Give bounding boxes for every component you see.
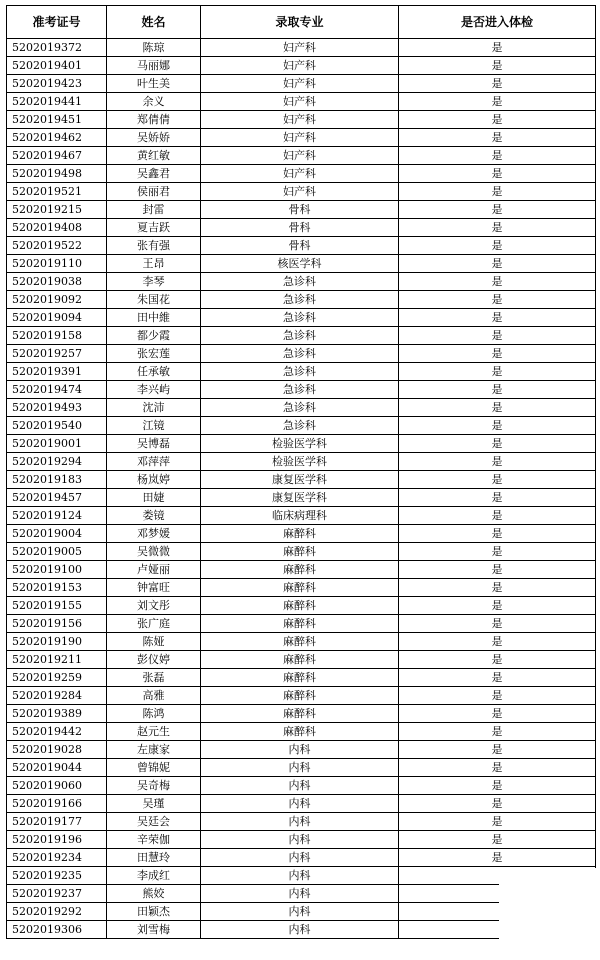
cell-name: 吴奇梅 — [107, 777, 201, 795]
cell-exam-id: 5202019284 — [7, 687, 107, 705]
cell-major: 急诊科 — [201, 327, 399, 345]
header-major: 录取专业 — [201, 6, 399, 39]
cell-physical-exam: 是 — [399, 309, 596, 327]
cell-major: 麻醉科 — [201, 723, 399, 741]
cell-major: 妇产科 — [201, 183, 399, 201]
cell-physical-exam: 是 — [399, 507, 596, 525]
cell-major: 内科 — [201, 795, 399, 813]
cell-physical-exam: 是 — [399, 471, 596, 489]
cell-name: 张磊 — [107, 669, 201, 687]
table-row — [7, 39, 596, 57]
cell-name: 钟富旺 — [107, 579, 201, 597]
cell-physical-exam: 是 — [399, 633, 596, 651]
cell-exam-id: 5202019177 — [7, 813, 107, 831]
cell-physical-exam: 是 — [399, 741, 596, 759]
cell-exam-id: 5202019110 — [7, 255, 107, 273]
cell-physical-exam: 是 — [399, 273, 596, 291]
cell-major: 骨科 — [201, 219, 399, 237]
cell-major: 急诊科 — [201, 345, 399, 363]
cell-major: 急诊科 — [201, 291, 399, 309]
cell-name: 田慧玲 — [107, 849, 201, 867]
cell-major: 检验医学科 — [201, 453, 399, 471]
cell-physical-exam: 是 — [399, 651, 596, 669]
cell-major: 麻醉科 — [201, 651, 399, 669]
cell-exam-id: 5202019462 — [7, 129, 107, 147]
cell-physical-exam: 是 — [399, 669, 596, 687]
cell-name: 张宏莲 — [107, 345, 201, 363]
table-row — [7, 723, 596, 741]
cell-name: 朱国花 — [107, 291, 201, 309]
header-exam-id: 准考证号 — [7, 6, 107, 39]
cell-major: 麻醉科 — [201, 579, 399, 597]
cell-major: 内科 — [201, 759, 399, 777]
table-row — [7, 165, 596, 183]
table-row — [7, 381, 596, 399]
cell-name: 李琴 — [107, 273, 201, 291]
cell-name: 李成红 — [107, 867, 201, 885]
cell-exam-id: 5202019153 — [7, 579, 107, 597]
table-row — [7, 93, 596, 111]
cell-exam-id: 5202019294 — [7, 453, 107, 471]
table-row — [7, 309, 596, 327]
cell-physical-exam: 是 — [399, 687, 596, 705]
cell-exam-id: 5202019004 — [7, 525, 107, 543]
cell-physical-exam: 是 — [399, 759, 596, 777]
cell-physical-exam: 是 — [399, 543, 596, 561]
cell-major: 骨科 — [201, 201, 399, 219]
table-row — [7, 849, 596, 867]
cell-name: 郑倩倩 — [107, 111, 201, 129]
table-row — [7, 255, 596, 273]
table-row — [7, 363, 596, 381]
cell-physical-exam: 是 — [399, 813, 596, 831]
cell-exam-id: 5202019044 — [7, 759, 107, 777]
table-row — [7, 129, 596, 147]
cell-name: 余义 — [107, 93, 201, 111]
table-row — [7, 687, 596, 705]
cell-physical-exam: 是 — [399, 615, 596, 633]
cell-physical-exam: 是 — [399, 453, 596, 471]
table-body — [7, 39, 596, 939]
cell-major: 急诊科 — [201, 363, 399, 381]
cell-physical-exam: 是 — [399, 201, 596, 219]
cell-name: 杨岚婷 — [107, 471, 201, 489]
cell-physical-exam: 是 — [399, 75, 596, 93]
table-row — [7, 561, 596, 579]
table-row — [7, 831, 596, 849]
cell-exam-id: 5202019474 — [7, 381, 107, 399]
cell-major: 麻醉科 — [201, 561, 399, 579]
cell-exam-id: 5202019094 — [7, 309, 107, 327]
cell-exam-id: 5202019235 — [7, 867, 107, 885]
cell-physical-exam: 是 — [399, 183, 596, 201]
cell-exam-id: 5202019092 — [7, 291, 107, 309]
cell-exam-id: 5202019423 — [7, 75, 107, 93]
header-row — [7, 6, 596, 39]
cell-exam-id: 5202019196 — [7, 831, 107, 849]
cell-major: 麻醉科 — [201, 615, 399, 633]
cell-physical-exam: 是 — [399, 129, 596, 147]
cell-exam-id: 5202019156 — [7, 615, 107, 633]
cell-physical-exam: 是 — [399, 363, 596, 381]
cell-major: 妇产科 — [201, 111, 399, 129]
cell-name: 王昂 — [107, 255, 201, 273]
cell-major: 内科 — [201, 867, 399, 885]
table-row — [7, 669, 596, 687]
cell-name: 叶生美 — [107, 75, 201, 93]
cell-exam-id: 5202019001 — [7, 435, 107, 453]
cell-exam-id: 5202019372 — [7, 39, 107, 57]
cell-major: 骨科 — [201, 237, 399, 255]
table-row — [7, 57, 596, 75]
cell-exam-id: 5202019391 — [7, 363, 107, 381]
table-row — [7, 651, 596, 669]
cell-major: 核医学科 — [201, 255, 399, 273]
cell-physical-exam: 是 — [399, 831, 596, 849]
cell-exam-id: 5202019451 — [7, 111, 107, 129]
cell-name: 田中維 — [107, 309, 201, 327]
cell-name: 赵元生 — [107, 723, 201, 741]
cell-major: 麻醉科 — [201, 525, 399, 543]
cell-name: 马丽娜 — [107, 57, 201, 75]
cell-exam-id: 5202019038 — [7, 273, 107, 291]
cell-exam-id: 5202019442 — [7, 723, 107, 741]
cell-major: 内科 — [201, 885, 399, 903]
cell-exam-id: 5202019005 — [7, 543, 107, 561]
cell-physical-exam: 是 — [399, 165, 596, 183]
table-row — [7, 705, 596, 723]
cell-exam-id: 5202019408 — [7, 219, 107, 237]
cell-name: 陈琼 — [107, 39, 201, 57]
cell-exam-id: 5202019441 — [7, 93, 107, 111]
cell-name: 封雷 — [107, 201, 201, 219]
cell-exam-id: 5202019306 — [7, 921, 107, 939]
cell-exam-id: 5202019028 — [7, 741, 107, 759]
header-physical-exam: 是否进入体检 — [399, 6, 596, 39]
cell-major: 麻醉科 — [201, 597, 399, 615]
cell-major: 内科 — [201, 777, 399, 795]
cell-physical-exam: 是 — [399, 327, 596, 345]
cell-name: 田婕 — [107, 489, 201, 507]
cell-name: 吴娇娇 — [107, 129, 201, 147]
table-row — [7, 237, 596, 255]
cell-exam-id: 5202019215 — [7, 201, 107, 219]
table-row — [7, 201, 596, 219]
cell-major: 内科 — [201, 741, 399, 759]
cell-physical-exam: 是 — [399, 255, 596, 273]
table-header — [7, 6, 596, 39]
table-row — [7, 795, 596, 813]
cell-name: 夏吉跃 — [107, 219, 201, 237]
cell-exam-id: 5202019124 — [7, 507, 107, 525]
table-row — [7, 75, 596, 93]
cell-major: 妇产科 — [201, 93, 399, 111]
cell-major: 康复医学科 — [201, 471, 399, 489]
cell-exam-id: 5202019540 — [7, 417, 107, 435]
cell-exam-id: 5202019493 — [7, 399, 107, 417]
cell-major: 内科 — [201, 849, 399, 867]
table-row — [7, 453, 596, 471]
cell-name: 江镜 — [107, 417, 201, 435]
cell-name: 刘雪梅 — [107, 921, 201, 939]
cell-name: 卢娅丽 — [107, 561, 201, 579]
cell-name: 吴鑫君 — [107, 165, 201, 183]
cell-name: 陈鸿 — [107, 705, 201, 723]
cell-major: 急诊科 — [201, 417, 399, 435]
cell-name: 曾锦妮 — [107, 759, 201, 777]
cell-major: 临床病理科 — [201, 507, 399, 525]
cell-name: 李兴屿 — [107, 381, 201, 399]
cell-name: 辛荣伽 — [107, 831, 201, 849]
cell-name: 吴廷会 — [107, 813, 201, 831]
cell-major: 妇产科 — [201, 75, 399, 93]
cell-major: 麻醉科 — [201, 633, 399, 651]
table-row — [7, 111, 596, 129]
cell-physical-exam: 是 — [399, 399, 596, 417]
table-row — [7, 759, 596, 777]
cell-exam-id: 5202019257 — [7, 345, 107, 363]
cell-exam-id: 5202019237 — [7, 885, 107, 903]
cell-major: 急诊科 — [201, 381, 399, 399]
cell-physical-exam: 是 — [399, 849, 596, 867]
cell-name: 刘文彤 — [107, 597, 201, 615]
cell-name: 吴微微 — [107, 543, 201, 561]
cell-physical-exam: 是 — [399, 795, 596, 813]
header-name: 姓名 — [107, 6, 201, 39]
cell-major: 妇产科 — [201, 129, 399, 147]
cell-name: 高雅 — [107, 687, 201, 705]
cell-name: 陈娅 — [107, 633, 201, 651]
cell-physical-exam: 是 — [399, 723, 596, 741]
cell-major: 麻醉科 — [201, 687, 399, 705]
cell-major: 内科 — [201, 831, 399, 849]
cell-exam-id: 5202019521 — [7, 183, 107, 201]
cell-name: 任承敏 — [107, 363, 201, 381]
cell-major: 急诊科 — [201, 399, 399, 417]
cell-exam-id: 5202019183 — [7, 471, 107, 489]
cell-exam-id: 5202019467 — [7, 147, 107, 165]
cell-major: 麻醉科 — [201, 705, 399, 723]
cell-physical-exam: 是 — [399, 345, 596, 363]
cell-physical-exam: 是 — [399, 39, 596, 57]
table-row — [7, 273, 596, 291]
table-row — [7, 435, 596, 453]
cell-exam-id: 5202019522 — [7, 237, 107, 255]
cell-physical-exam: 是 — [399, 705, 596, 723]
cell-physical-exam: 是 — [399, 237, 596, 255]
cell-physical-exam: 是 — [399, 147, 596, 165]
table-row — [7, 417, 596, 435]
table-row — [7, 741, 596, 759]
cell-major: 内科 — [201, 903, 399, 921]
cell-exam-id: 5202019292 — [7, 903, 107, 921]
cell-exam-id: 5202019190 — [7, 633, 107, 651]
table-row — [7, 615, 596, 633]
cell-major: 内科 — [201, 921, 399, 939]
cell-exam-id: 5202019100 — [7, 561, 107, 579]
cell-physical-exam: 是 — [399, 561, 596, 579]
table-row — [7, 183, 596, 201]
cell-name: 熊姣 — [107, 885, 201, 903]
cell-physical-exam: 是 — [399, 219, 596, 237]
cell-major: 麻醉科 — [201, 669, 399, 687]
table-row — [7, 399, 596, 417]
cell-major: 妇产科 — [201, 165, 399, 183]
table-row — [7, 489, 596, 507]
cell-exam-id: 5202019060 — [7, 777, 107, 795]
cell-physical-exam: 是 — [399, 435, 596, 453]
cell-exam-id: 5202019158 — [7, 327, 107, 345]
cell-name: 张有强 — [107, 237, 201, 255]
cell-major: 急诊科 — [201, 273, 399, 291]
cell-name: 沈沛 — [107, 399, 201, 417]
cell-physical-exam: 是 — [399, 291, 596, 309]
table-row — [7, 597, 596, 615]
cell-physical-exam: 是 — [399, 579, 596, 597]
cell-physical-exam: 是 — [399, 597, 596, 615]
cell-physical-exam: 是 — [399, 57, 596, 75]
cell-physical-exam: 是 — [399, 417, 596, 435]
cell-name: 都少霞 — [107, 327, 201, 345]
table-row — [7, 147, 596, 165]
cell-name: 吴瑾 — [107, 795, 201, 813]
cell-name: 黄红敏 — [107, 147, 201, 165]
table-row — [7, 813, 596, 831]
table-row — [7, 471, 596, 489]
cell-exam-id: 5202019166 — [7, 795, 107, 813]
cell-exam-id: 5202019389 — [7, 705, 107, 723]
cell-exam-id: 5202019155 — [7, 597, 107, 615]
cell-name: 娄镜 — [107, 507, 201, 525]
admission-table — [6, 5, 596, 939]
cell-name: 吴博磊 — [107, 435, 201, 453]
cell-physical-exam: 是 — [399, 525, 596, 543]
table-row — [7, 633, 596, 651]
cell-exam-id: 5202019457 — [7, 489, 107, 507]
cell-name: 邓萍萍 — [107, 453, 201, 471]
cell-name: 张广庭 — [107, 615, 201, 633]
cell-exam-id: 5202019259 — [7, 669, 107, 687]
table-row — [7, 345, 596, 363]
cell-name: 彭仪婷 — [107, 651, 201, 669]
cell-major: 妇产科 — [201, 39, 399, 57]
cell-physical-exam: 是 — [399, 93, 596, 111]
cropped-corner — [499, 868, 600, 960]
table-row — [7, 777, 596, 795]
cell-name: 邓梦媛 — [107, 525, 201, 543]
cell-exam-id: 5202019401 — [7, 57, 107, 75]
table-row — [7, 327, 596, 345]
cell-physical-exam: 是 — [399, 111, 596, 129]
cell-major: 急诊科 — [201, 309, 399, 327]
cell-physical-exam: 是 — [399, 777, 596, 795]
table-row — [7, 525, 596, 543]
cell-major: 检验医学科 — [201, 435, 399, 453]
cell-exam-id: 5202019211 — [7, 651, 107, 669]
cell-major: 内科 — [201, 813, 399, 831]
table-row — [7, 543, 596, 561]
cell-major: 麻醉科 — [201, 543, 399, 561]
cell-major: 妇产科 — [201, 147, 399, 165]
cell-name: 侯丽君 — [107, 183, 201, 201]
table-row — [7, 291, 596, 309]
table-row — [7, 579, 596, 597]
cell-exam-id: 5202019234 — [7, 849, 107, 867]
cell-name: 田颖杰 — [107, 903, 201, 921]
cell-physical-exam: 是 — [399, 381, 596, 399]
cell-name: 左康家 — [107, 741, 201, 759]
table-row — [7, 507, 596, 525]
cell-physical-exam: 是 — [399, 489, 596, 507]
cell-exam-id: 5202019498 — [7, 165, 107, 183]
table-row — [7, 219, 596, 237]
cell-major: 康复医学科 — [201, 489, 399, 507]
cell-major: 妇产科 — [201, 57, 399, 75]
